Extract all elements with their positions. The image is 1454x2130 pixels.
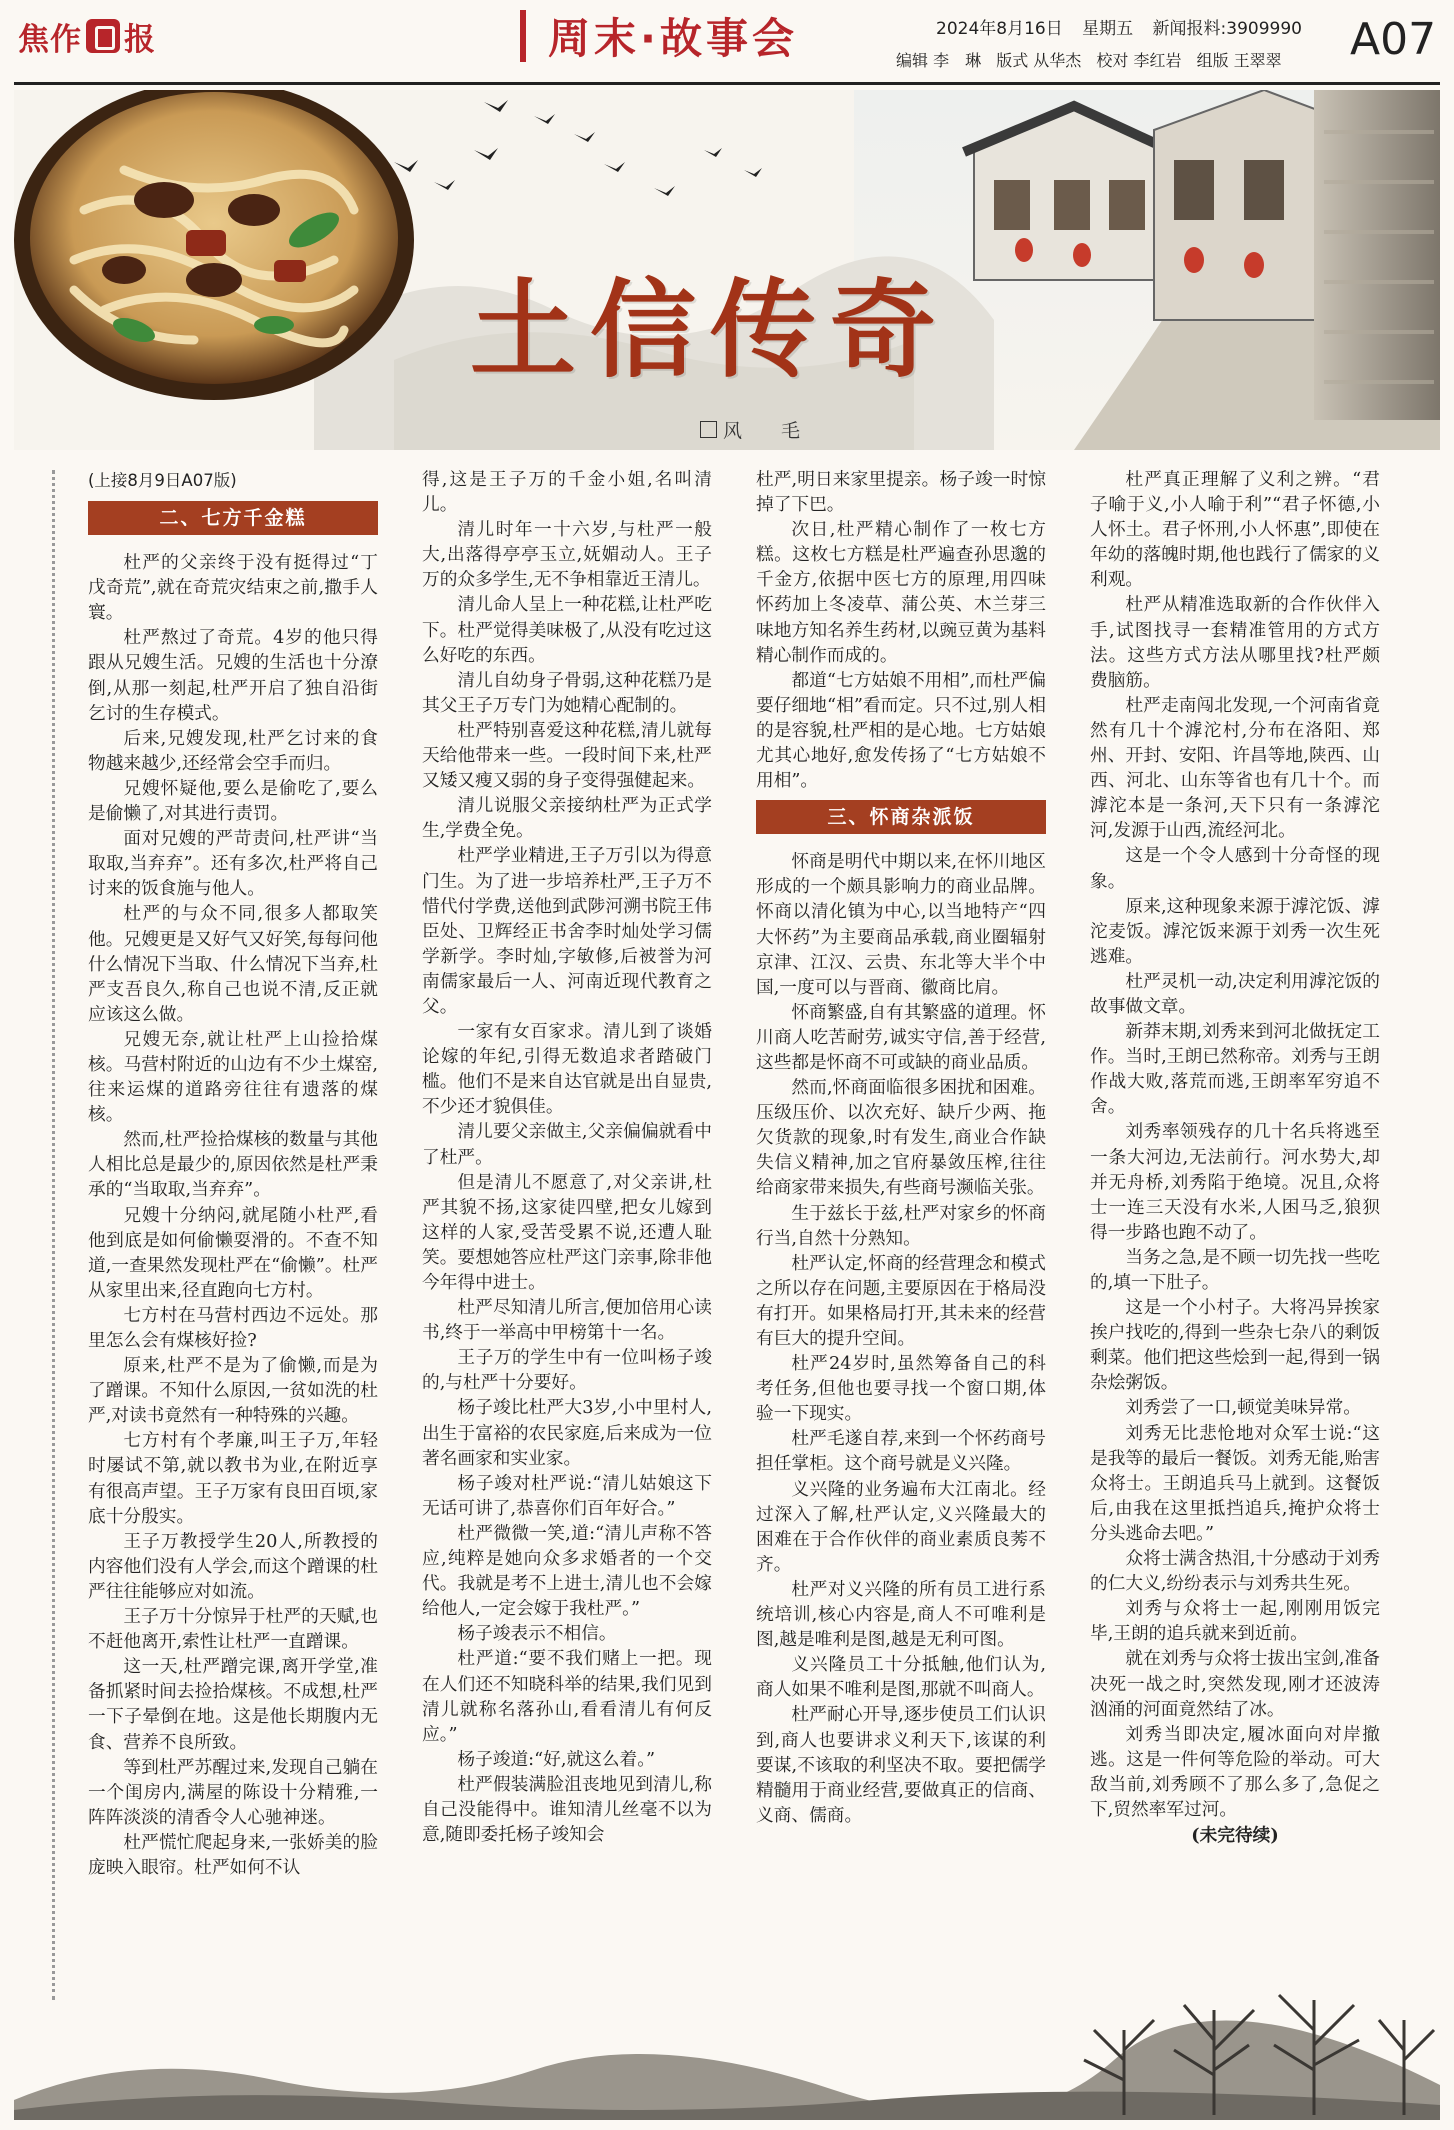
paragraph: 杜严24岁时,虽然筹备自己的科考任务,但他也要寻找一个窗口期,体验一下现实。 — [756, 1354, 1046, 1425]
paragraph: 这是一个小村子。大将冯异挨家挨户找吃的,得到一些杂七杂八的剩饭剩菜。他们把这些烩到一起,得到一锅杂烩粥饭。 — [1090, 1298, 1380, 1394]
paragraph: 杜严认定,怀商的经营理念和模式之所以存在问题,主要原因在于格局没有打开。如果格局打开,其未来的经营有巨大的提升空间。 — [756, 1253, 1046, 1349]
paragraph: 七方村有个孝廉,叫王子万,年轻时屡试不第,就以教书为业,在附近享有很高声望。王子万家有良田百顷,家底十分殷实。 — [88, 1431, 378, 1527]
noodle-bowl-photo — [14, 90, 414, 400]
paragraph: 兄嫂十分纳闷,就尾随小杜严,看他到底是如何偷懒耍滑的。不查不知道,一查果然发现杜严在“偷懒”。杜严从家里出来,径直跑向七方村。 — [88, 1205, 378, 1301]
paragraph: 等到杜严苏醒过来,发现自己躺在一个闺房内,满屋的陈设十分精雅,一阵阵淡淡的清香令人心驰神迷。 — [88, 1757, 378, 1828]
paragraph: 杜严假装满脸沮丧地见到清儿,称自己没能得中。谁知清儿丝毫不以为意,随即委托杨子竣知会 — [422, 1774, 712, 1846]
paragraph: 杨子竣对杜严说:“清儿姑娘这下无话可讲了,恭喜你们百年好合。” — [422, 1473, 712, 1519]
section-bar — [520, 10, 526, 62]
issue-info — [936, 14, 1316, 39]
credit-layout: 版式 从华杰 — [996, 51, 1082, 70]
paragraph: 王子万教授学生20人,所教授的内容他们没有人学会,而这个蹭课的杜严往往能够应对如流。 — [88, 1531, 378, 1602]
continued-note: (上接8月9日A07版) — [88, 471, 237, 490]
paragraph: 清儿自幼身子骨弱,这种花糕乃是其父王子万专门为她精心配制的。 — [422, 670, 712, 716]
text-column-4 — [1090, 468, 1380, 1848]
section-heading: 三、怀商杂派饭 — [756, 800, 1046, 834]
paragraph: 杜严走南闯北发现,一个河南省竟然有几十个滹沱村,分布在洛阳、郑州、开封、安阳、许昌等地,陕西、山西、河北、山东等省也有几十个。而滹沱本是一条河,天下只有一条滹沱河,发源于山西,流经河北。 — [1090, 695, 1380, 842]
paragraph: 清儿要父亲做主,父亲偏偏就看中了杜严。 — [422, 1122, 712, 1168]
issue-date: 2024年8月16日 — [936, 19, 1063, 39]
paragraph: 义兴隆员工十分抵触,他们认为,商人如果不唯利是图,那就不叫商人。 — [756, 1655, 1046, 1701]
paragraph: 当务之急,是不顾一切先找一些吃的,填一下肚子。 — [1090, 1247, 1380, 1293]
paragraph: 得,这是王子万的千金小姐,名叫清儿。 — [422, 470, 712, 516]
paragraph: 次日,杜严精心制作了一枚七方糕。这枚七方糕是杜严遍查孙思邈的千金方,依据中医七方的原理,用四味怀药加上冬凌草、蒲公英、木兰芽三味地方知名养生药材,以豌豆黄为基料精心制作而成的。 — [756, 520, 1046, 666]
paragraph: 刘秀当即决定,履冰面向对岸撤逃。这是一件何等危险的举动。可大敌当前,刘秀顾不了那么多了,急促之下,贸然率军过河。 — [1090, 1724, 1380, 1820]
paragraph: 杜严慌忙爬起身来,一张娇美的脸庞映入眼帘。杜严如何不认 — [88, 1832, 378, 1878]
to-be-continued: (未完待续) — [1191, 1825, 1279, 1847]
section-heading: 二、七方千金糕 — [88, 501, 378, 535]
paragraph: 但是清儿不愿意了,对父亲讲,杜严其貌不扬,这家徒四壁,把女儿嫁到这样的人家,受苦受累不说,还遭人耻笑。要想她答应杜严这门亲事,除非他今年得中进士。 — [422, 1172, 712, 1293]
text-column-2 — [422, 468, 712, 1848]
paragraph: 这是一个令人感到十分奇怪的现象。 — [1090, 846, 1380, 892]
paragraph: 杜严微微一笑,道:“清儿声称不答应,纯粹是她向众多求婚者的一个交代。我就是考不上进士,清儿也不会嫁给他人,一定会嫁于我杜严。” — [422, 1523, 712, 1620]
paragraph: 一家有女百家求。清儿到了谈婚论嫁的年纪,引得无数追求者踏破门槛。他们不是来自达官就是出自显贵,不少还才貌俱佳。 — [422, 1022, 712, 1118]
left-dotted-rule — [52, 470, 55, 2000]
section-title — [520, 8, 798, 64]
paragraph: 怀商繁盛,自有其繁盛的道理。怀川商人吃苦耐劳,诚实守信,善于经营,这些都是怀商不可或缺的商业品质。 — [756, 1002, 1046, 1073]
byline-box-icon — [700, 421, 717, 438]
byline-author: 风 毛 — [723, 420, 811, 442]
credit-proof: 校对 李红岩 — [1096, 51, 1182, 70]
paragraph: 刘秀尝了一口,顿觉美味异常。 — [1125, 1398, 1361, 1419]
masthead-logo — [18, 14, 156, 58]
paragraph: 刘秀率领残存的几十名兵将逃至一条大河边,无法前行。河水势大,却并无舟桥,刘秀陷于绝境。况且,众将士一连三天没有水米,人困马乏,狼狈得一步路也跑不动了。 — [1090, 1122, 1380, 1243]
paragraph: 杜严特别喜爱这种花糕,清儿就每天给他带来一些。一段时间下来,杜严又矮又瘦又弱的身子变得强健起来。 — [422, 720, 712, 792]
footer-landscape — [14, 1990, 1440, 2120]
paragraph: 杜严的父亲终于没有挺得过“丁戊奇荒”,就在奇荒灾结束之前,撒手人寰。 — [88, 553, 378, 624]
paragraph: 原来,这种现象来源于滹沱饭、滹沱麦饭。滹沱饭来源于刘秀一次生死逃难。 — [1090, 896, 1380, 967]
paragraph: 兄嫂无奈,就让杜严上山捡拾煤核。马营村附近的山边有不少土煤窑,往来运煤的道路旁往往有遗落的煤核。 — [88, 1029, 378, 1126]
paragraph: 杜严的与众不同,很多人都取笑他。兄嫂更是又好气又好笑,每每问他什么情况下当取、什么情况下当弃,杜严支吾良久,称自己也说不清,反正就应该这么做。 — [88, 904, 378, 1025]
paragraph: 原来,杜严不是为了偷懒,而是为了蹭课。不知什么原因,一贫如洗的杜严,对读书竟然有一种特殊的兴趣。 — [88, 1356, 378, 1427]
page-number: A07 — [1350, 14, 1437, 65]
masthead-text-a: 焦作 — [18, 21, 82, 58]
paragraph: 新莽末期,刘秀来到河北做抚定工作。当时,王朗已然称帝。刘秀与王朗作战大败,落荒而逃,王朗率军穷追不舍。 — [1090, 1022, 1380, 1118]
paragraph: 兄嫂怀疑他,要么是偷吃了,要么是偷懒了,对其进行责罚。 — [88, 778, 378, 825]
footer-landscape-illustration — [14, 1990, 1440, 2120]
paragraph: 杜严熬过了奇荒。4岁的他只得跟从兄嫂生活。兄嫂的生活也十分潦倒,从那一刻起,杜严开启了独自沿街乞讨的生存模式。 — [88, 628, 378, 724]
credit-assembly: 组版 王翠翠 — [1196, 51, 1282, 70]
byline — [700, 416, 810, 443]
text-column-3 — [756, 468, 1046, 1829]
credit-editor: 编辑 李 琳 — [896, 51, 982, 70]
paragraph: 杜严真正理解了义利之辨。“君子喻于义,小人喻于利”“君子怀德,小人怀土。君子怀刑,小人怀惠”,即使在年幼的落魄时期,他也践行了儒家的义利观。 — [1090, 470, 1380, 591]
paragraph: 杜严灵机一动,决定利用滹沱饭的故事做文章。 — [1090, 971, 1380, 1017]
editor-credits — [896, 48, 1292, 71]
paragraph: 杜严从精准选取新的合作伙伴入手,试图找寻一套精准管用的方式方法。这些方式方法从哪里找?杜严颇费脑筋。 — [1090, 595, 1380, 691]
paragraph: 王子万十分惊异于杜严的天赋,也不赶他离开,索性让杜严一直蹭课。 — [88, 1607, 378, 1653]
paragraph: 七方村在马营村西边不远处。那里怎么会有煤核好捡? — [88, 1305, 378, 1351]
text-column-1 — [88, 468, 378, 1881]
story-title: 土信传奇 — [470, 267, 950, 392]
section-name: 周末·故事会 — [548, 14, 798, 63]
paragraph: 刘秀无比悲怆地对众军士说:“这是我等的最后一餐饭。刘秀无能,贻害众将士。王朗追兵马上就到。这餐饭后,由我在这里抵挡追兵,掩护众将士分头逃命去吧。” — [1090, 1423, 1380, 1544]
paragraph: 杜严道:“要不我们赌上一把。现在人们还不知晓科举的结果,我们见到清儿就称名落孙山,看看清儿有何反应。” — [422, 1649, 712, 1745]
paragraph: 都道“七方姑娘不用相”,而杜严偏要仔细地“相”看而定。只不过,别人相的是容貌,杜严相的是心地。七方姑娘尤其心地好,愈发传扬了“七方姑娘不用相”。 — [756, 670, 1046, 792]
paragraph: 杨子竣比杜严大3岁,小中里村人,出生于富裕的农民家庭,后来成为一位著名画家和实业家。 — [422, 1398, 712, 1469]
paragraph: 这一天,杜严蹭完课,离开学堂,准备抓紧时间去捡拾煤核。不成想,杜严一下子晕倒在地。这是他长期腹内无食、营养不良所致。 — [88, 1657, 378, 1753]
paragraph: 后来,兄嫂发现,杜严乞讨来的食物越来越少,还经常会空手而归。 — [88, 728, 378, 774]
paragraph: 义兴隆的业务遍布大江南北。经过深入了解,杜严认定,义兴隆最大的困难在于合作伙伴的商业素质良莠不齐。 — [756, 1479, 1046, 1575]
paragraph: 清儿说服父亲接纳杜严为正式学生,学费全免。 — [422, 796, 712, 842]
paragraph: 王子万的学生中有一位叫杨子竣的,与杜严十分要好。 — [422, 1348, 712, 1394]
paragraph: 杨子竣表示不相信。 — [457, 1624, 617, 1645]
paragraph: 杨子竣道:“好,就这么着。” — [457, 1749, 656, 1770]
paragraph: 怀商是明代中期以来,在怀川地区形成的一个颇具影响力的商业品牌。怀商以清化镇为中心,以当地特产“四大怀药”为主要商品承载,商业圈辐射京津、江汉、云贵、东北等大半个中国,一度可以与晋商、徽商比肩。 — [756, 852, 1046, 998]
paragraph: 杜严尽知清儿所言,便加倍用心读书,终于一举高中甲榜第十一名。 — [422, 1298, 712, 1344]
paragraph: 杜严对义兴隆的所有员工进行系统培训,核心内容是,商人不可唯利是图,越是唯利是图,越是无利可图。 — [756, 1579, 1046, 1651]
paragraph: 杜严耐心开导,逐步使员工们认识到,商人也要讲求义利天下,该谋的利要谋,不该取的利坚决不取。要把儒学精髓用于商业经营,要做真正的信商、义商、儒商。 — [756, 1705, 1046, 1826]
news-hotline: 新闻报料:3909990 — [1152, 19, 1302, 39]
masthead-text-b: 报 — [124, 21, 156, 58]
paragraph: 就在刘秀与众将士拔出宝剑,准备决死一战之时,突然发现,刚才还波涛汹涌的河面竟然结了冰。 — [1090, 1649, 1380, 1720]
paragraph: 然而,怀商面临很多困扰和困难。压级压价、以次充好、缺斤少两、拖欠货款的现象,时有发生,商业合作缺失信义精神,加之官府暴敛压榨,往往给商家带来损失,有些商号濒临关张。 — [756, 1078, 1046, 1199]
paragraph: 清儿命人呈上一种花糕,让杜严吃下。杜严觉得美味极了,从没有吃过这么好吃的东西。 — [422, 595, 712, 666]
paragraph: 刘秀与众将士一起,刚刚用饭完毕,王朗的追兵就来到近前。 — [1090, 1599, 1380, 1645]
story-banner — [14, 90, 1440, 450]
paragraph: 杜严毛遂自荐,来到一个怀药商号担任掌柜。这个商号就是义兴隆。 — [756, 1429, 1046, 1475]
paragraph: 清儿时年一十六岁,与杜严一般大,出落得亭亭玉立,妩媚动人。王子万的众多学生,无不争相靠近王清儿。 — [422, 520, 712, 591]
masthead-mark-icon — [86, 19, 120, 53]
header-rule — [14, 82, 1440, 85]
issue-weekday: 星期五 — [1082, 19, 1134, 39]
paragraph: 众将士满含热泪,十分感动于刘秀的仁大义,纷纷表示与刘秀共生死。 — [1090, 1549, 1380, 1595]
paragraph: 面对兄嫂的严苛责问,杜严讲“当取取,当弃弃”。还有多次,杜严将自己讨来的饭食施与他人。 — [88, 829, 378, 900]
paragraph: 杜严学业精进,王子万引以为得意门生。为了进一步培养杜严,王子万不惜代付学费,送他到武陟河溯书院王伟臣处、卫辉经正书舍李时灿处学习儒学新学。李时灿,字敏修,后被誉为河南儒家最后一人、河南近现代教育之父。 — [422, 846, 712, 1017]
paragraph: 然而,杜严捡拾煤核的数量与其他人相比总是最少的,原因依然是杜严秉承的“当取取,当弃弃”。 — [88, 1130, 378, 1201]
paragraph: 杜严,明日来家里提亲。杨子竣一时惊掉了下巴。 — [756, 470, 1046, 516]
paragraph: 生于兹长于兹,杜严对家乡的怀商行当,自然十分熟知。 — [756, 1203, 1046, 1249]
